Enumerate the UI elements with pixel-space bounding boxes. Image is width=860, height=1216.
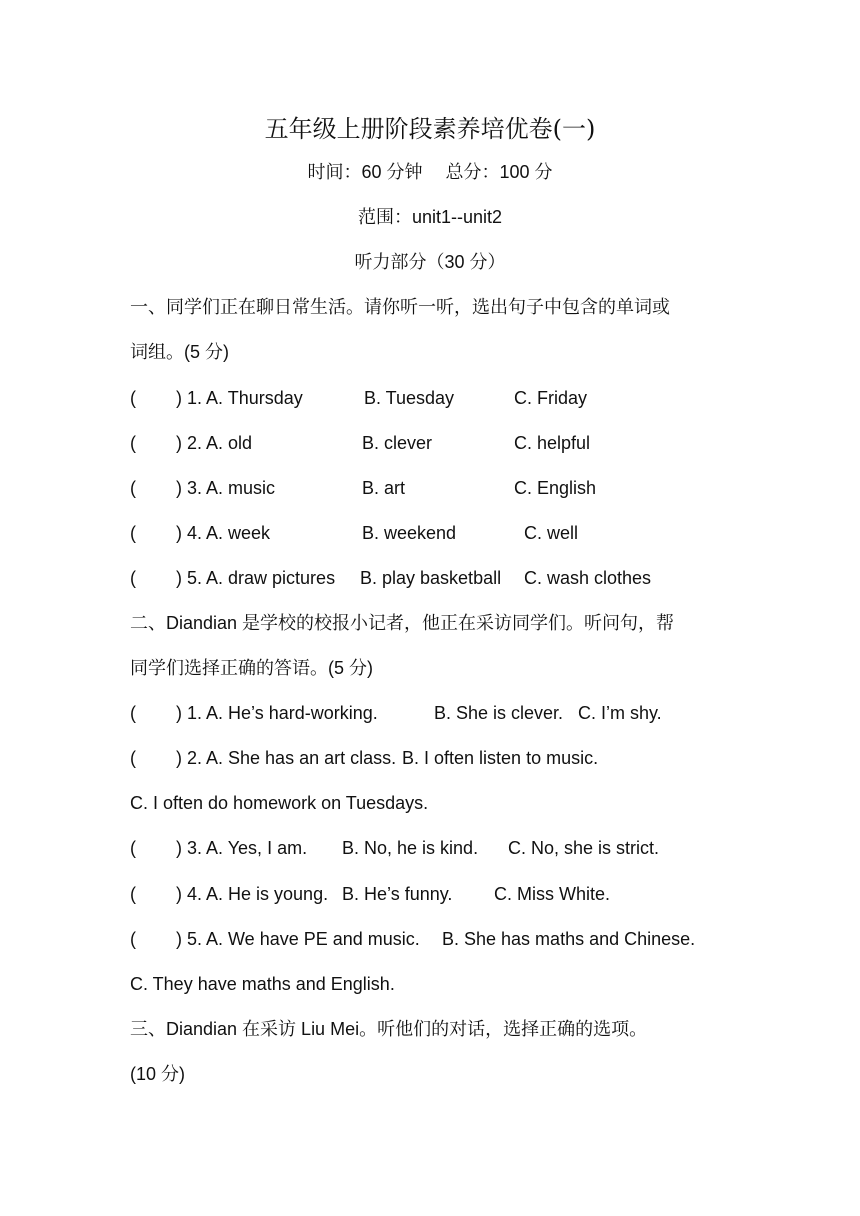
answer-paren[interactable]: ( (130, 388, 136, 408)
option-a: ) 5. A. We have PE and music. (176, 929, 420, 949)
option-c: C. helpful (514, 433, 591, 453)
answer-paren[interactable]: ( (130, 884, 136, 904)
time-score-line: 时间：60 分钟 总分：100 分 (307, 162, 553, 182)
option-c: C. well (524, 523, 579, 543)
option-b: B. Tuesday (364, 388, 455, 408)
listening-part-label: 听力部分（30 分） (354, 252, 506, 272)
section3-heading: 三、Diandian 在采访 Liu Mei。听他们的对话，选择正确的选项。 (130, 1019, 648, 1039)
option-a: ) 3. A. music (176, 478, 276, 498)
option-c: C. I’m shy. (578, 703, 662, 723)
option-b: B. She is clever. (434, 703, 564, 723)
answer-paren[interactable]: ( (130, 568, 136, 588)
answer-paren[interactable]: ( (130, 929, 136, 949)
option-c: C. English (514, 478, 597, 498)
option-b: B. clever (362, 433, 433, 453)
section3-heading-cont: (10 分) (130, 1064, 186, 1084)
answer-paren[interactable]: ( (130, 523, 136, 543)
option-c: C. wash clothes (524, 568, 652, 588)
option-a: ) 1. A. Thursday (176, 388, 303, 408)
option-c: C. No, she is strict. (508, 838, 660, 858)
option-a: ) 2. A. old (176, 433, 253, 453)
range-line: 范围：unit1--unit2 (357, 207, 503, 227)
answer-paren[interactable]: ( (130, 703, 136, 723)
answer-paren[interactable]: ( (130, 748, 136, 768)
section2-heading: 二、Diandian 是学校的校报小记者，他正在采访同学们。听问句，帮 (130, 613, 675, 633)
option-b: B. art (362, 478, 406, 498)
option-b: B. She has maths and Chinese. (442, 929, 696, 949)
section1-heading-cont: 词组。(5 分) (130, 342, 229, 362)
answer-paren[interactable]: ( (130, 433, 136, 453)
exam-title: 五年级上册阶段素养培优卷(一) (264, 115, 596, 143)
option-c-continuation: C. I often do homework on Tuesdays. (130, 793, 429, 813)
option-b: B. He’s funny. (342, 884, 453, 904)
option-c: C. Friday (514, 388, 588, 408)
option-a: ) 2. A. She has an art class. (176, 748, 397, 768)
option-b: B. No, he is kind. (342, 838, 479, 858)
answer-paren[interactable]: ( (130, 478, 136, 498)
option-b: B. play basketball (360, 568, 502, 588)
option-c: C. Miss White. (494, 884, 611, 904)
option-a: ) 3. A. Yes, I am. (176, 838, 308, 858)
option-b: B. weekend (362, 523, 457, 543)
option-a: ) 5. A. draw pictures (176, 568, 336, 588)
answer-paren[interactable]: ( (130, 838, 136, 858)
option-a: ) 4. A. He is young. (176, 884, 329, 904)
option-b: B. I often listen to music. (402, 748, 599, 768)
option-c-continuation: C. They have maths and English. (130, 974, 395, 994)
section1-heading: 一、同学们正在聊日常生活。请你听一听，选出句子中包含的单词或 (130, 297, 670, 317)
section2-heading-cont: 同学们选择正确的答语。(5 分) (130, 658, 373, 678)
option-a: ) 1. A. He’s hard-working. (176, 703, 378, 723)
option-a: ) 4. A. week (176, 523, 271, 543)
